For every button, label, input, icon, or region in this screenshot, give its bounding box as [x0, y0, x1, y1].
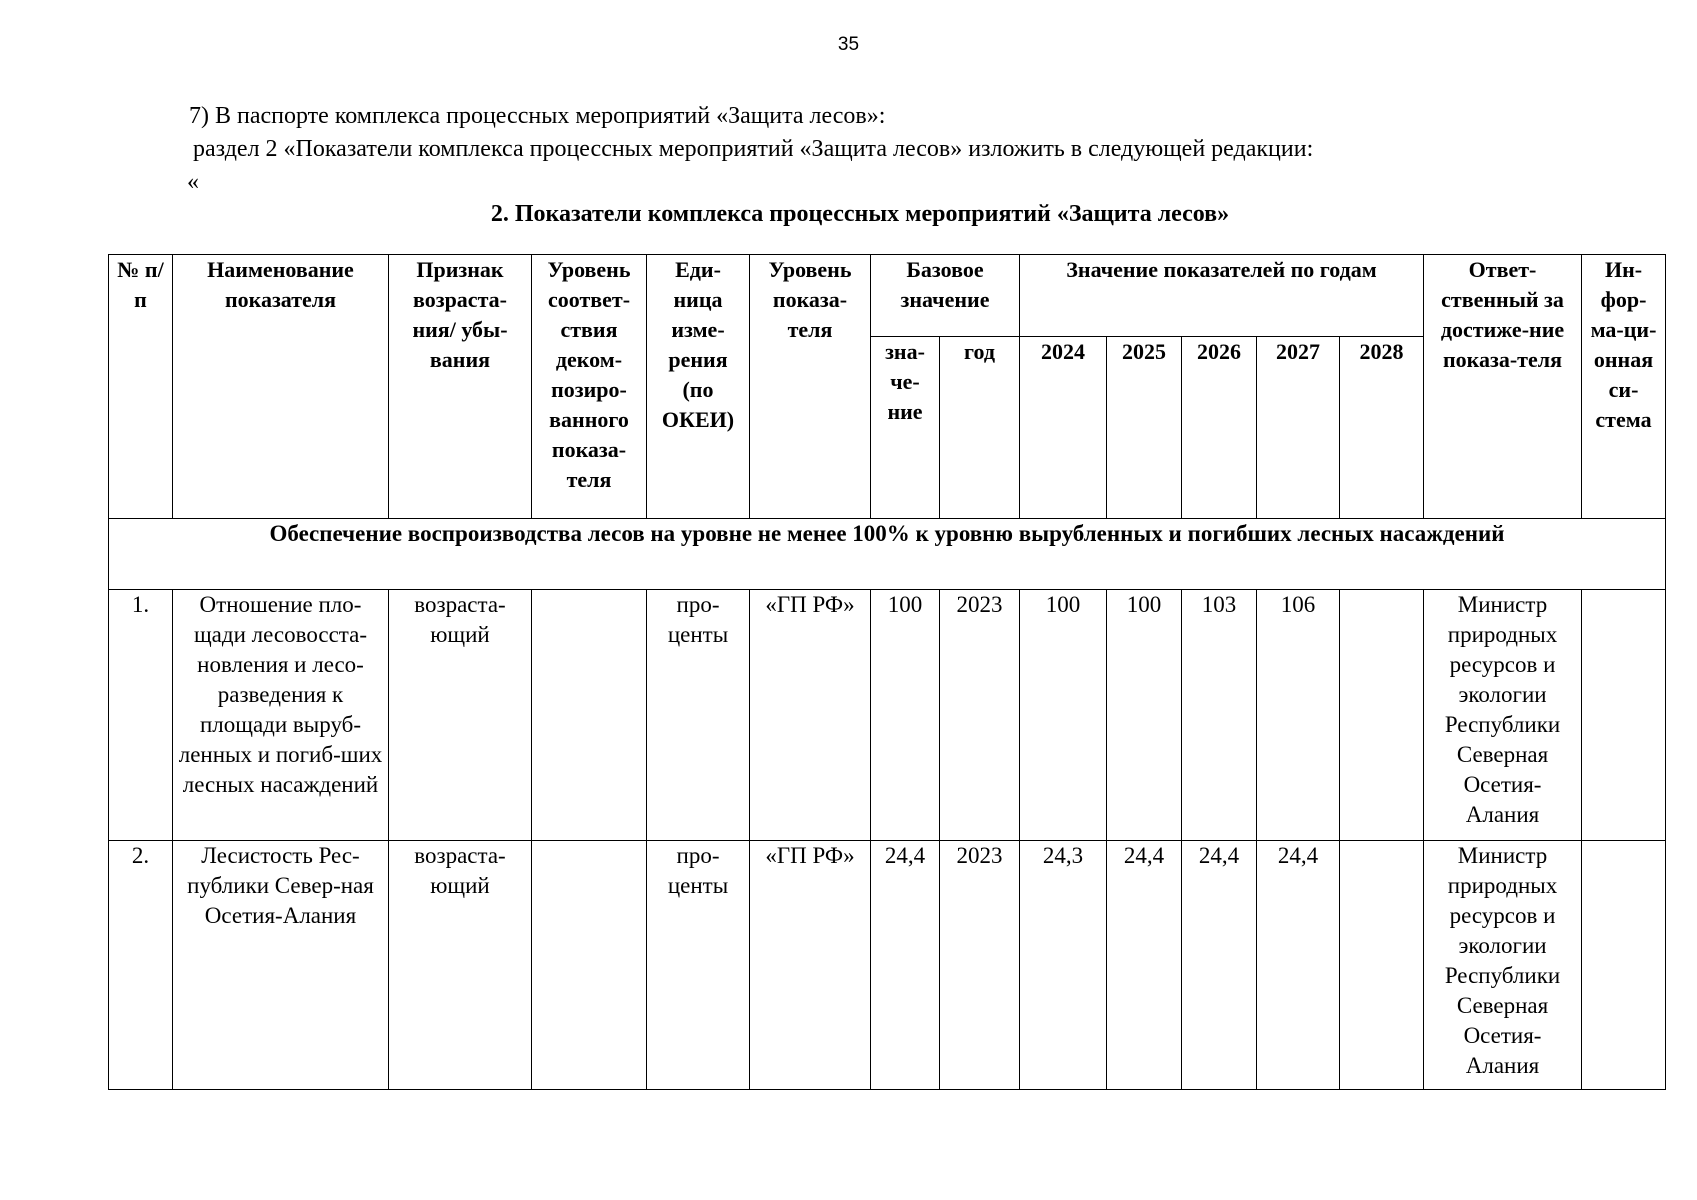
row-responsible: Министр природных ресурсов и экологии Республики Северная Осетия-Алания: [1424, 841, 1582, 1090]
row-trend: возраста-ющий: [389, 841, 532, 1090]
header-year-2024: 2024: [1020, 337, 1107, 519]
header-trend: Признак возраста-ния/ убы-вания: [389, 255, 532, 519]
section-title: 2. Показатели комплекса процессных мероприятий «Защита лесов»: [490, 201, 1230, 227]
row-value-2025: 100: [1107, 590, 1182, 841]
row-unit: про-центы: [647, 590, 750, 841]
row-base-value: 24,4: [871, 841, 940, 1090]
row-num: 1.: [109, 590, 173, 841]
row-decomp-level: [532, 590, 647, 841]
header-info-system: Ин-фор-ма-ци-онная си-стема: [1582, 255, 1666, 519]
header-base: Базовое значение: [871, 255, 1020, 337]
row-value-2027: 24,4: [1257, 841, 1340, 1090]
row-decomp-level: [532, 841, 647, 1090]
header-base-value: зна-че-ние: [871, 337, 940, 519]
intro-line-3: «: [187, 169, 199, 195]
row-base-year: 2023: [940, 841, 1020, 1090]
row-value-2028: [1340, 841, 1424, 1090]
header-name: Наименование показателя: [173, 255, 389, 519]
header-year-2026: 2026: [1182, 337, 1257, 519]
header-year-2025: 2025: [1107, 337, 1182, 519]
header-year-2028: 2028: [1340, 337, 1424, 519]
row-value-2024: 100: [1020, 590, 1107, 841]
row-indicator-level: «ГП РФ»: [750, 841, 871, 1090]
header-year-2027: 2027: [1257, 337, 1340, 519]
row-indicator-level: «ГП РФ»: [750, 590, 871, 841]
row-value-2025: 24,4: [1107, 841, 1182, 1090]
row-value-2027: 106: [1257, 590, 1340, 841]
row-info-system: [1582, 841, 1666, 1090]
row-unit: про-центы: [647, 841, 750, 1090]
row-value-2024: 24,3: [1020, 841, 1107, 1090]
header-years-group: Значение показателей по годам: [1020, 255, 1424, 337]
table-row: [109, 841, 1666, 1090]
row-name: Лесистость Рес-публики Север-ная Осетия-Алания: [173, 841, 389, 1090]
row-value-2026: 24,4: [1182, 841, 1257, 1090]
row-base-year: 2023: [940, 590, 1020, 841]
row-value-2028: [1340, 590, 1424, 841]
row-info-system: [1582, 590, 1666, 841]
header-decomp-level: Уровень соответ-ствия деком-позиро-ванного показа-теля: [532, 255, 647, 519]
row-name: Отношение пло-щади лесовосста-новления и лесо-разведения к площади выруб-ленных и погиб-ших лесных насаждений: [173, 590, 389, 841]
group-title: Обеспечение воспроизводства лесов на уровне не менее 100% к уровню вырубленных и погибших лесных насаждений: [109, 519, 1666, 590]
header-responsible: Ответ-ственный за достиже-ние показа-теля: [1424, 255, 1582, 519]
header-indicator-level: Уровень показа-теля: [750, 255, 871, 519]
row-base-value: 100: [871, 590, 940, 841]
row-num: 2.: [109, 841, 173, 1090]
row-trend: возраста-ющий: [389, 590, 532, 841]
row-value-2026: 103: [1182, 590, 1257, 841]
page-number: 35: [837, 34, 860, 55]
intro-line-2: раздел 2 «Показатели комплекса процессных мероприятий «Защита лесов» изложить в следующей редакции:: [193, 136, 1314, 162]
row-responsible: Министр природных ресурсов и экологии Республики Северная Осетия-Алания: [1424, 590, 1582, 841]
table-row: [109, 590, 1666, 841]
indicators-table: [108, 254, 1666, 1090]
header-num: № п/п: [109, 255, 173, 519]
header-unit: Еди-ница изме-рения (по ОКЕИ): [647, 255, 750, 519]
header-base-year: год: [940, 337, 1020, 519]
intro-line-1: 7) В паспорте комплекса процессных мероприятий «Защита лесов»:: [189, 103, 886, 129]
